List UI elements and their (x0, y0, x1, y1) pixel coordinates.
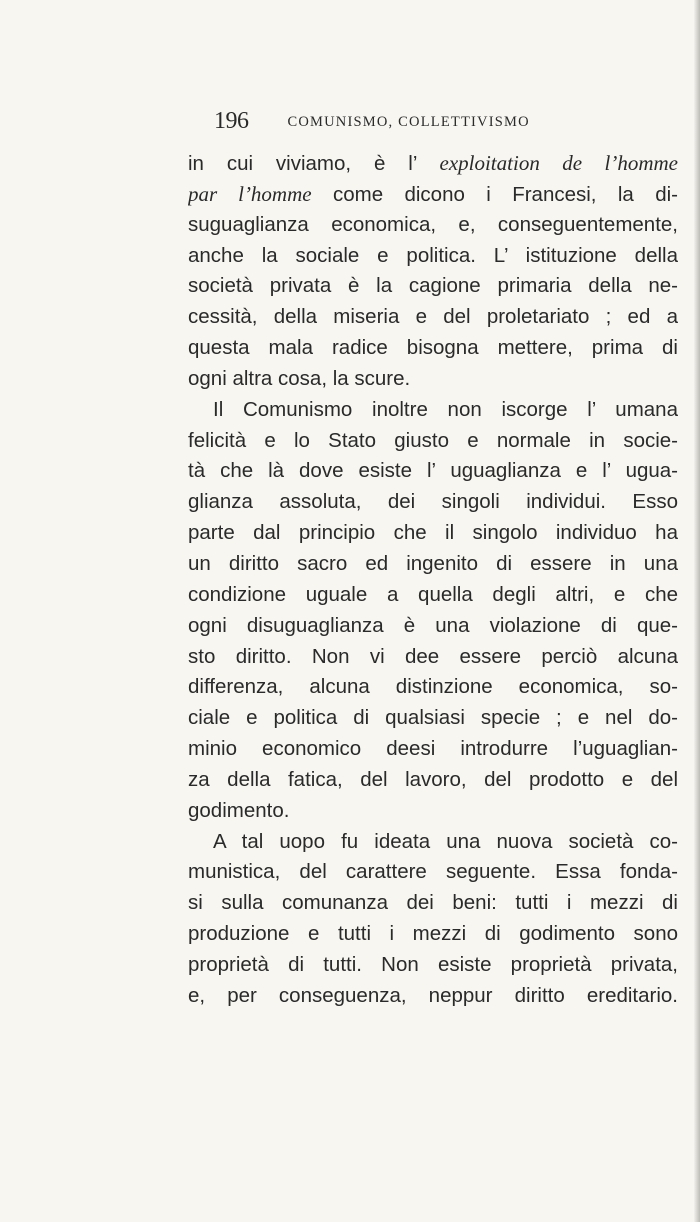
text-line: glianza assoluta, dei singoli individui. Esso (188, 490, 678, 514)
text-line: anche la sociale e politica. L’ istituzione della (188, 243, 678, 267)
text-line: un diritto sacro ed ingenito di essere in una (188, 551, 678, 575)
text-line: A tal uopo fu ideata una nuova società co- (213, 829, 678, 853)
text-line: sto diritto. Non vi dee essere perciò alcuna (188, 644, 678, 668)
text-line: condizione uguale a quella degli altri, e che (188, 582, 678, 606)
text-line: za della fatica, del lavoro, del prodotto e del (188, 767, 678, 791)
text-line: e, per conseguenza, neppur diritto ereditario. (188, 983, 678, 1007)
running-head (214, 106, 574, 136)
text-line: differenza, alcuna distinzione economica, so- (188, 675, 678, 699)
body-text (188, 148, 678, 1012)
text-line: suguaglianza economica, e, conseguentemente, (188, 212, 678, 236)
page-edge-shadow (694, 0, 700, 1222)
text-line: parte dal principio che il singolo individuo ha (188, 521, 678, 545)
text-line: par l’homme come dicono i Francesi, la di- (188, 181, 678, 206)
text-line: cessità, della miseria e del proletariato ; ed a (188, 305, 678, 329)
page-number: 196 (214, 108, 249, 134)
text-line: si sulla comunanza dei beni: tutti i mezzi di (188, 891, 678, 915)
text-line: ogni disuguaglianza è una violazione di que- (188, 613, 678, 637)
text-line: in cui viviamo, è l’ exploitation de l’homme (188, 151, 678, 175)
text-line: munistica, del carattere seguente. Essa fonda- (188, 860, 678, 884)
text-line: questa mala radice bisogna mettere, prima di (188, 336, 678, 360)
text-line: proprietà di tutti. Non esiste proprietà privata, (188, 952, 678, 976)
text-line: godimento. (188, 798, 290, 822)
text-line: ciale e politica di qualsiasi specie ; e nel do- (188, 706, 678, 730)
text-line: produzione e tutti i mezzi di godimento sono (188, 922, 678, 946)
text-line: minio economico deesi introdurre l’uguaglian- (188, 737, 678, 761)
text-line: società privata è la cagione primaria della ne- (188, 274, 678, 298)
text-line: tà che là dove esiste l’ uguaglianza e l’ ugua- (188, 459, 678, 483)
text-line: Il Comunismo inoltre non iscorge l’ umana (213, 397, 678, 421)
text-line: felicità e lo Stato giusto e normale in socie- (188, 428, 678, 452)
text-line: ogni altra cosa, la scure. (188, 366, 411, 390)
running-title: COMUNISMO, COLLETTIVISMO (287, 114, 530, 130)
